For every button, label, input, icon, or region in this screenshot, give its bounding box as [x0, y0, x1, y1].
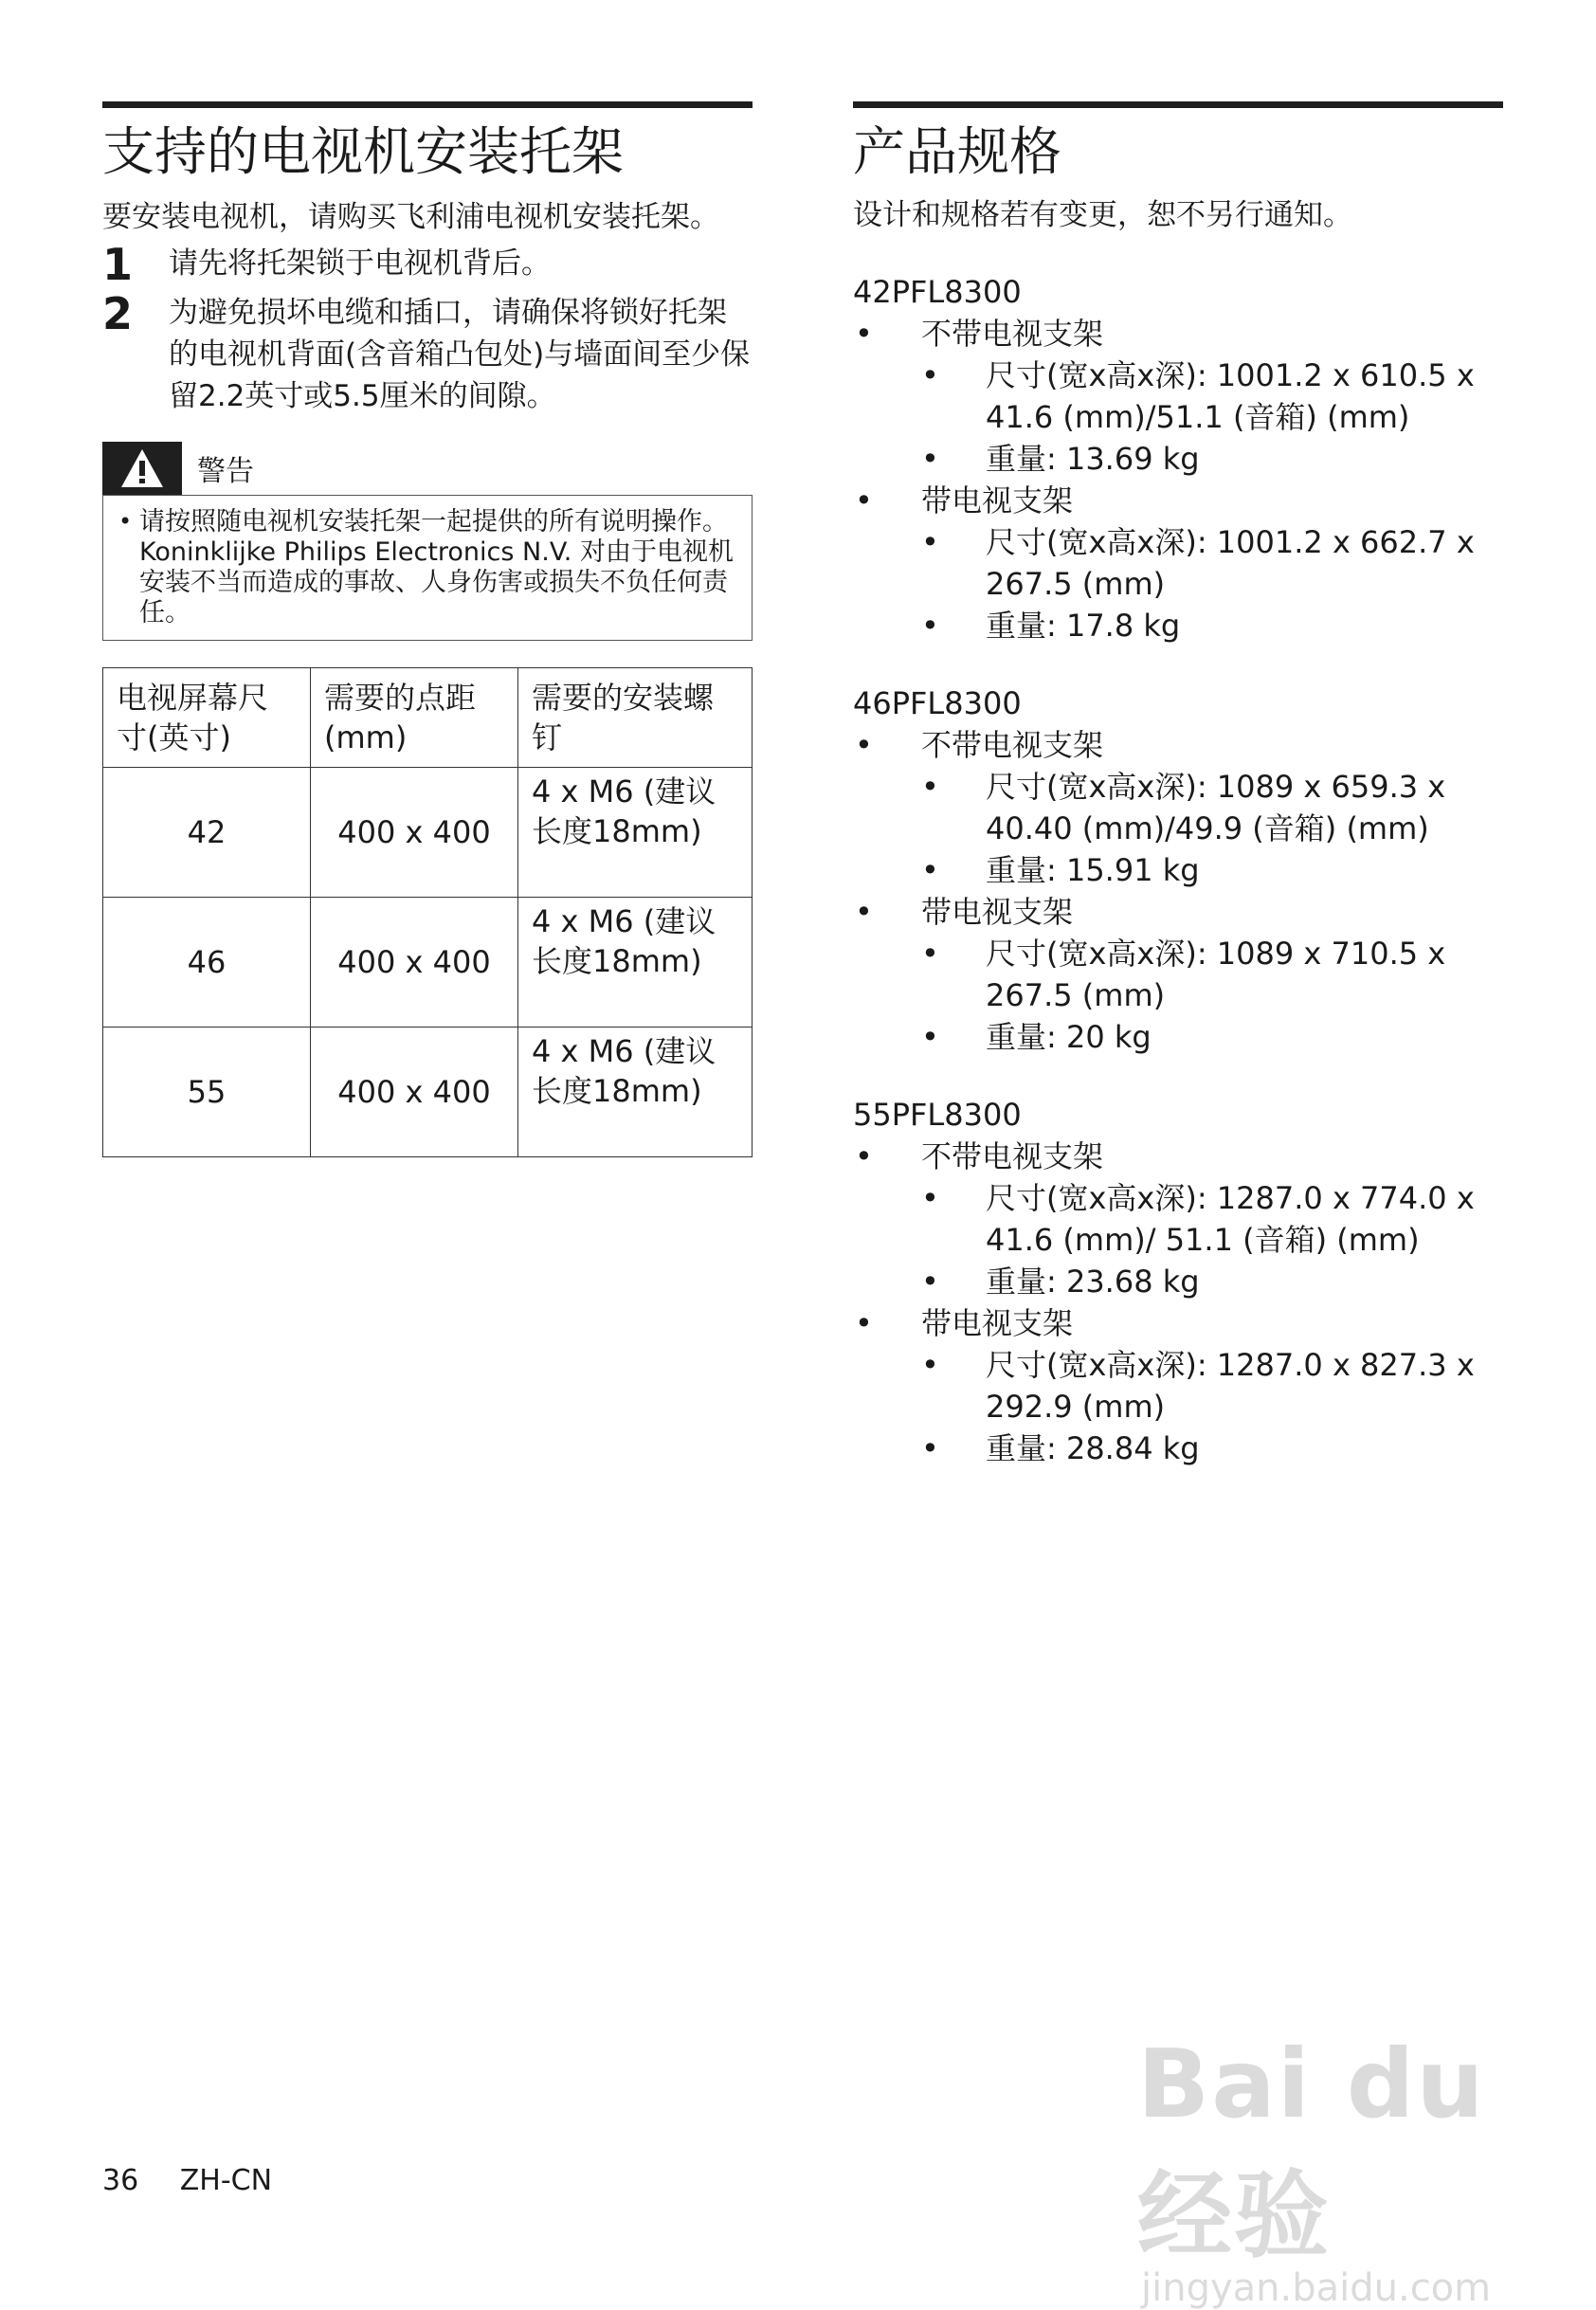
spec-note: 设计和规格若有变更，恕不另行通知。: [853, 198, 1352, 232]
spec-item-text: 尺寸(宽x高x深): 1089 x 659.3 x 40.40 (mm)/49.9 (音箱) (mm): [986, 769, 1446, 846]
spec-item-text: 重量: 20 kg: [986, 1019, 1152, 1055]
bullet: •: [855, 316, 873, 352]
spec-item-text: 尺寸(宽x高x深): 1001.2 x 662.7 x 267.5 (mm): [986, 524, 1475, 602]
table-row: [103, 1028, 753, 1157]
table-cell: 4 x M6 (建议长度18mm): [518, 1028, 753, 1157]
bullet: •: [921, 936, 939, 972]
spec-item: [853, 605, 1503, 646]
spec-item-text: 重量: 28.84 kg: [986, 1430, 1200, 1466]
model-block: [853, 271, 1503, 646]
spec-group-label: 带电视支架: [921, 894, 1074, 930]
watermark-logo: Bai du 经验: [1137, 2028, 1486, 2271]
step-text: 请先将托架锁于电视机背后。: [169, 246, 551, 281]
spec-group: [853, 891, 1503, 933]
spec-group: [853, 480, 1503, 521]
spec-item: [853, 766, 1503, 849]
bullet: •: [921, 1180, 939, 1216]
bullet: •: [921, 1430, 939, 1466]
spec-item: [853, 521, 1503, 605]
section-title: 支持的电视机安装托架: [102, 121, 625, 182]
bracket-table: [102, 667, 753, 1157]
spec-group-label: 不带电视支架: [921, 727, 1104, 763]
spec-item: [853, 1428, 1503, 1469]
step-number: 1: [102, 239, 134, 290]
model-block: [853, 682, 1503, 1058]
intro-text: 要安装电视机，请购买飞利浦电视机安装托架。: [102, 200, 719, 234]
step-text: 为避免损坏电缆和插口，请确保将锁好托架的电视机背面(含音箱凸包处)与墙面间至少保留2.2英寸或5.5厘米的间隙。: [169, 296, 751, 413]
spec-item: [853, 1016, 1503, 1058]
spec-item-text: 重量: 17.8 kg: [986, 608, 1181, 644]
table-cell: 46: [103, 898, 311, 1028]
warning-icon: [102, 442, 182, 495]
specs-section: [853, 101, 1503, 1469]
spec-item: [853, 1261, 1503, 1302]
table-cell: 400 x 400: [311, 1028, 518, 1157]
spec-group-label: 不带电视支架: [921, 316, 1104, 352]
section-rule: [853, 101, 1503, 108]
bullet: •: [921, 524, 939, 560]
table-header: 需要的安装螺钉: [518, 668, 753, 768]
warning-box: [102, 495, 753, 641]
bullet: •: [921, 1019, 939, 1055]
spec-group: [853, 1136, 1503, 1177]
step-number: 2: [102, 288, 134, 339]
spec-item-text: 重量: 13.69 kg: [986, 441, 1200, 477]
spec-item: [853, 355, 1503, 438]
table-cell: 42: [103, 768, 311, 898]
bullet: •: [921, 852, 939, 888]
warning-label: 警告: [197, 455, 254, 488]
table-cell: 400 x 400: [311, 768, 518, 898]
section-title: 产品规格: [853, 121, 1062, 182]
spec-item: [853, 1177, 1503, 1261]
bullet: •: [855, 1138, 873, 1174]
spec-item: [853, 1344, 1503, 1428]
table-row: [103, 768, 753, 898]
bullet: •: [921, 769, 939, 805]
spec-item: [853, 849, 1503, 891]
bullet: •: [921, 357, 939, 393]
model-block: [853, 1094, 1503, 1469]
language-code: ZH-CN: [179, 2164, 273, 2197]
steps-list: [102, 239, 753, 417]
spec-group: [853, 1302, 1503, 1344]
spec-group-label: 带电视支架: [921, 1305, 1074, 1341]
table-cell: 55: [103, 1028, 311, 1157]
spec-group-label: 带电视支架: [921, 482, 1074, 518]
bullet: •: [855, 482, 873, 518]
spec-group: [853, 724, 1503, 766]
table-cell: 400 x 400: [311, 898, 518, 1028]
page-footer: [102, 2164, 304, 2197]
table-header: 需要的点距(mm): [311, 668, 518, 768]
table-header-row: [103, 668, 753, 768]
spec-item: [853, 933, 1503, 1016]
warning-text: 请按照随电视机安装托架一起提供的所有说明操作。 Koninklijke Philips Electronics N.V. 对由于电视机安装不当而造成的事故、人身伤害或损失不负任何责任。: [139, 507, 734, 628]
bullet: •: [921, 1264, 939, 1300]
bullet: •: [855, 894, 873, 930]
spec-item-text: 尺寸(宽x高x深): 1287.0 x 774.0 x 41.6 (mm)/ 51.1 (音箱) (mm): [986, 1180, 1475, 1258]
watermark-site: jingyan.baidu.com: [1141, 2266, 1492, 2310]
warning-header: [102, 442, 753, 495]
model-name: 55PFL8300: [853, 1097, 1022, 1133]
spec-item: [853, 438, 1503, 480]
mounting-section: [102, 101, 753, 1157]
spec-item-text: 重量: 23.68 kg: [986, 1264, 1200, 1300]
spec-item-text: 尺寸(宽x高x深): 1001.2 x 610.5 x 41.6 (mm)/51.1 (音箱) (mm): [986, 357, 1475, 435]
baidu-watermark: [1137, 2028, 1535, 2310]
step-item: [102, 239, 753, 290]
table-row: [103, 898, 753, 1028]
step-item: [102, 288, 753, 417]
page-number: 36: [102, 2164, 139, 2197]
model-name: 46PFL8300: [853, 685, 1022, 721]
section-rule: [102, 101, 753, 108]
bullet: •: [855, 1305, 873, 1341]
bullet: •: [921, 608, 939, 644]
spec-item-text: 重量: 15.91 kg: [986, 852, 1200, 888]
bullet: •: [855, 727, 873, 763]
spec-group: [853, 313, 1503, 355]
spec-item-text: 尺寸(宽x高x深): 1089 x 710.5 x 267.5 (mm): [986, 936, 1446, 1013]
bullet: •: [118, 508, 133, 535]
spec-item-text: 尺寸(宽x高x深): 1287.0 x 827.3 x 292.9 (mm): [986, 1347, 1475, 1425]
table-cell: 4 x M6 (建议长度18mm): [518, 898, 753, 1028]
spec-group-label: 不带电视支架: [921, 1138, 1104, 1174]
bullet: •: [921, 1347, 939, 1383]
bullet: •: [921, 441, 939, 477]
model-name: 42PFL8300: [853, 274, 1022, 310]
table-header: 电视屏幕尺寸(英寸): [103, 668, 311, 768]
table-cell: 4 x M6 (建议长度18mm): [518, 768, 753, 898]
